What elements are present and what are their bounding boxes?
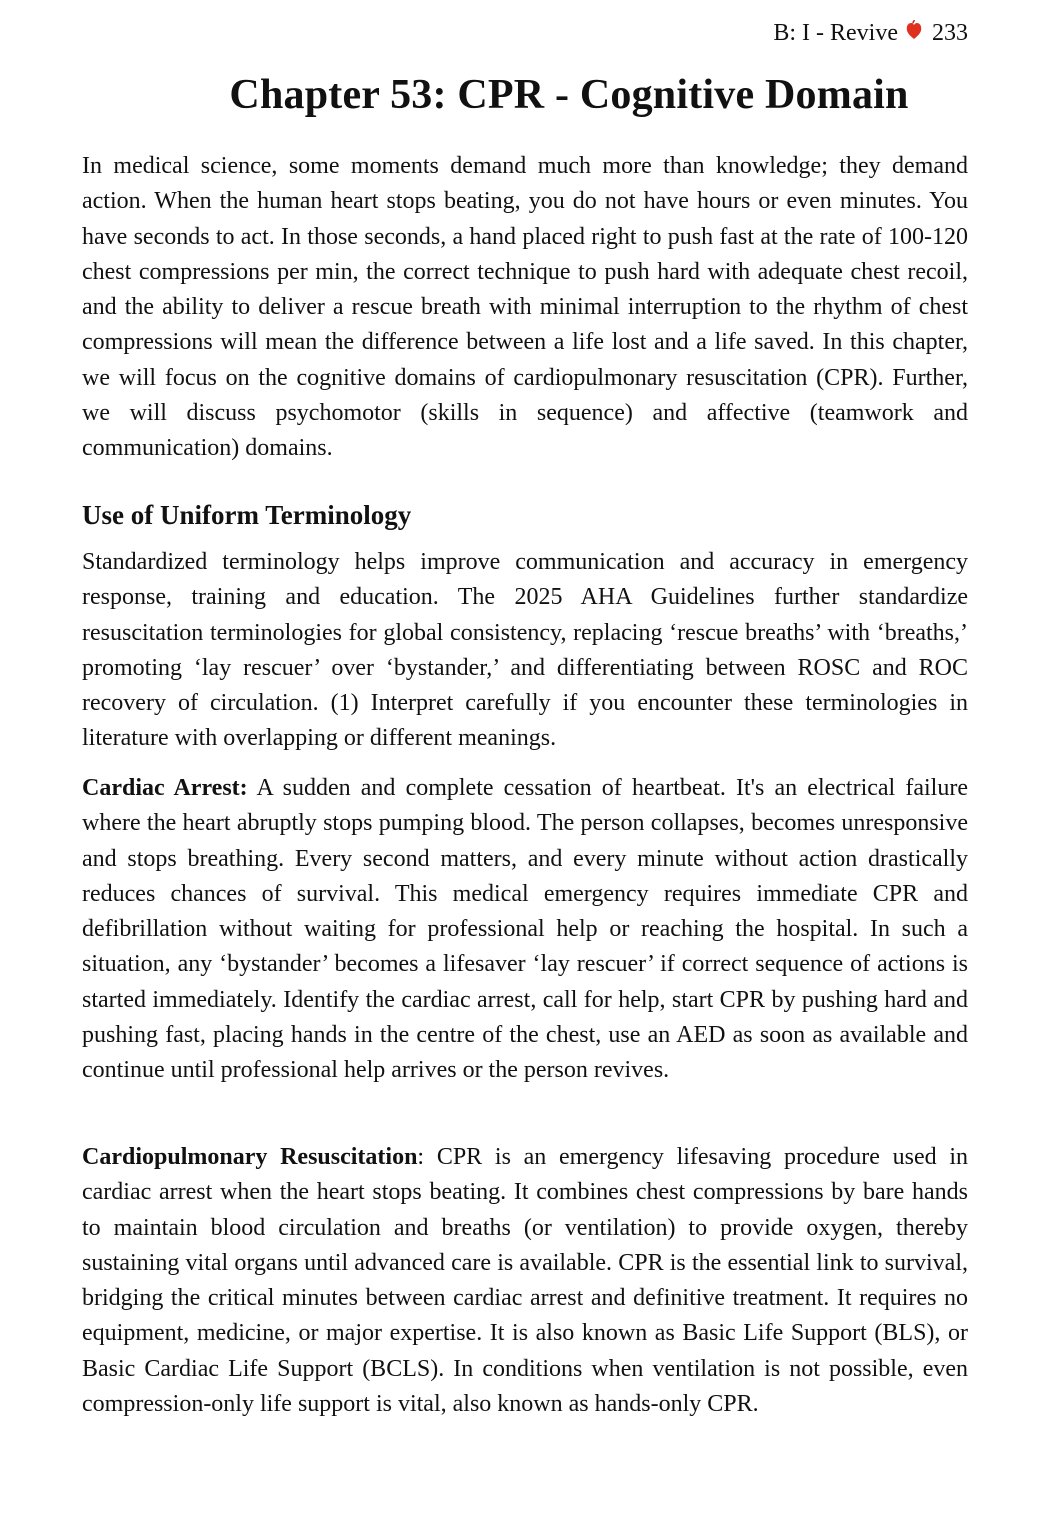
section-heading: Use of Uniform Terminology	[82, 500, 412, 530]
definition-paragraph	[82, 771, 968, 1089]
terminology-section	[82, 545, 968, 757]
definition-term: Cardiac Arrest:	[82, 775, 248, 801]
heart-icon	[906, 20, 922, 40]
definition-paragraph	[82, 1140, 968, 1422]
page-number: 233	[932, 20, 968, 46]
intro-section	[82, 149, 968, 467]
running-header	[773, 16, 968, 50]
definition-term: Cardiopulmonary Resuscitation	[82, 1144, 418, 1170]
definition-cardiac-arrest	[82, 771, 968, 1089]
running-header-text: B: I - Revive	[773, 20, 898, 46]
definition-cpr	[82, 1140, 968, 1422]
terminology-paragraph: Standardized terminology helps improve communication and accuracy in emergency response, training and education. The 2025 AHA Guidelines further standardize resuscitation terminologies for global consistency, replacing ‘rescue breaths’ with ‘breaths,’ promoting ‘lay rescuer’ over ‘bystander,’ and differentiating between ROSC and ROC recovery of circulation. (1) Interpret carefully if you encounter these terminologies in literature with overlapping or different meanings.	[82, 549, 968, 752]
intro-paragraph: In medical science, some moments demand much more than knowledge; they demand action. When the human heart stops beating, you do not have hours or even minutes. You have seconds to act. In those seconds, a hand placed right to push fast at the rate of 100-120 chest compressions per min, the correct technique to push hard with adequate chest recoil, and the ability to deliver a rescue breath with minimal interruption to the rhythm of chest compressions will mean the difference between a life lost and a life saved. In this chapter, we will focus on the cognitive domains of cardiopulmonary resuscitation (CPR). Further, we will discuss psychomotor (skills in sequence) and affective (teamwork and communication) domains.	[82, 153, 968, 462]
definition-text: : CPR is an emergency lifesaving procedure used in cardiac arrest when the heart stops beating. It combines chest compressions by bare hands to maintain blood circulation and breaths (or ventilation) to provide oxygen, thereby sustaining vital organs until advanced care is available. CPR is the essential link to survival, bridging the critical minutes between cardiac arrest and definitive treatment. It requires no equipment, medicine, or major expertise. It is also known as Basic Life Support (BLS), or Basic Cardiac Life Support (BCLS). In conditions when ventilation is not possible, even compression-only life support is vital, also known as hands-only CPR.	[82, 1144, 968, 1418]
definition-text: A sudden and complete cessation of heartbeat. It's an electrical failure where the heart abruptly stops pumping blood. The person collapses, becomes unresponsive and stops breathing. Every second matters, and every minute without action drastically reduces chances of survival. This medical emergency requires immediate CPR and defibrillation without waiting for professional help or reaching the hospital. In such a situation, any ‘bystander’ becomes a lifesaver ‘lay rescuer’ if correct sequence of actions is started immediately. Identify the cardiac arrest, call for help, start CPR by pushing hard and pushing fast, placing hands in the centre of the chest, use an AED as soon as available and continue until professional help arrives or the person revives.	[82, 775, 968, 1084]
section-heading-wrap	[82, 497, 968, 533]
chapter-title: Chapter 53: CPR - Cognitive Domain	[229, 72, 909, 118]
